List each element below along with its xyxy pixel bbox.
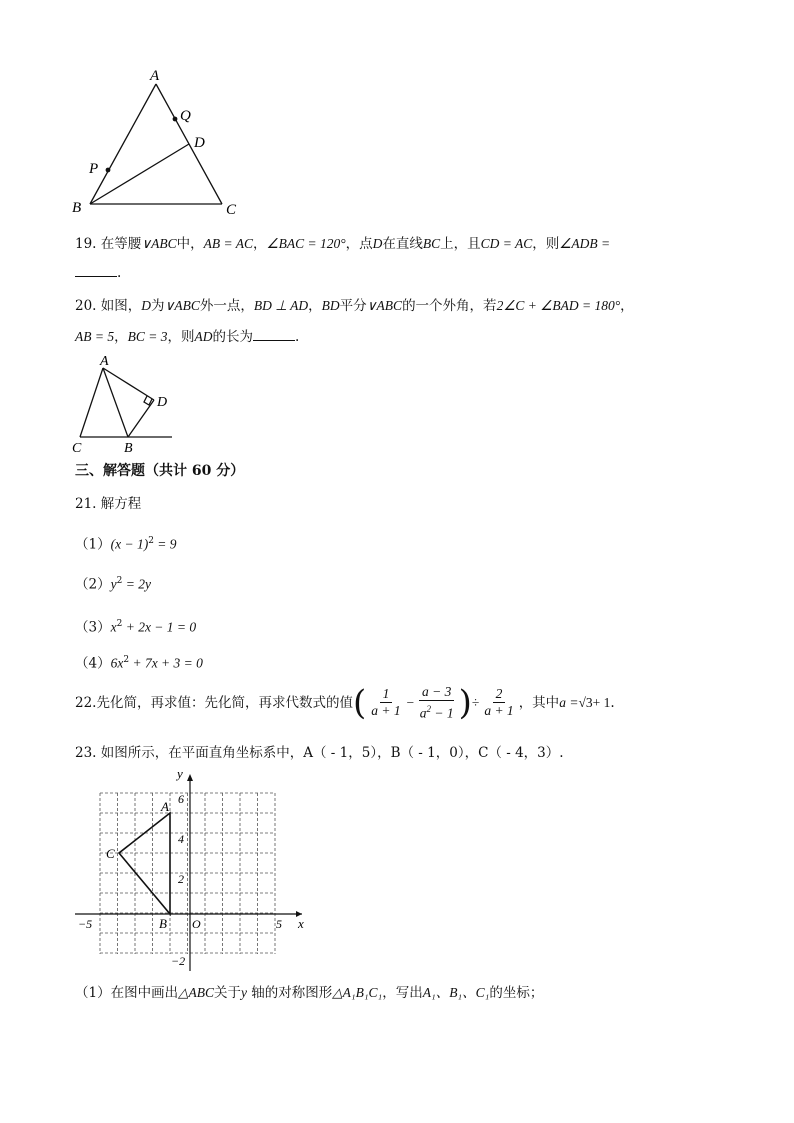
q19-text: 上，且: [440, 236, 481, 252]
equation: y: [110, 576, 117, 592]
right-paren: ): [458, 682, 472, 723]
q19-math: CD = AC: [480, 236, 533, 251]
q22-text: 先化简，再求值：先化简，再求代数式的值: [96, 694, 353, 711]
answer-blank[interactable]: [253, 328, 295, 341]
label-c: C: [226, 202, 237, 218]
label-q: Q: [180, 108, 191, 124]
numerator: a − 3: [419, 684, 454, 701]
denominator: a + 1: [484, 703, 514, 719]
question-21-part2: [75, 572, 151, 594]
sqrt: √3: [578, 694, 593, 710]
q20-math: BD: [321, 298, 340, 313]
q23-1-text: 关于: [213, 985, 241, 1001]
q20-math: 2∠C + ∠BAD = 180°: [496, 298, 621, 313]
question-23-part1: [75, 984, 543, 1002]
equation: x: [110, 619, 117, 635]
q20-math: AD: [194, 329, 213, 344]
q20-text: ，: [114, 329, 128, 345]
fraction-1: [368, 686, 403, 719]
label-p: P: [89, 161, 99, 177]
operator: ÷: [471, 694, 480, 710]
q23-1-text: ，写出: [382, 985, 423, 1001]
q23-1-text: （1）在图中画出: [75, 985, 179, 1001]
question-21-part4: [75, 651, 203, 673]
equation: + 2x − 1 = 0: [122, 619, 197, 635]
point-a-coord: A（ - 1，5），: [303, 745, 391, 761]
question-23: [75, 744, 564, 762]
grid-lines: [100, 793, 275, 954]
question-21-part1: [75, 532, 177, 554]
q20-math: BD ⊥ AD: [253, 298, 309, 313]
base: a: [419, 705, 427, 721]
q19-math: AB = AC: [203, 236, 254, 251]
q23-1-math: A₁、B₁、C₁: [422, 985, 490, 1000]
label-b: B: [124, 441, 133, 455]
q19-text: .: [117, 265, 122, 281]
q20-math: AB = 5: [75, 329, 115, 344]
question-22: [75, 684, 615, 722]
q19-math: ∨ABC: [141, 236, 177, 251]
q20-text: ，: [308, 298, 322, 314]
label-a: A: [100, 354, 109, 369]
q23-1-text: 的坐标；: [489, 985, 544, 1001]
equation: = 2y: [122, 576, 151, 592]
label-d: D: [157, 395, 168, 410]
label-d: D: [194, 135, 205, 151]
q23-1-math: △ABC: [178, 985, 214, 1000]
x-tick-neg5: −5: [78, 917, 93, 931]
point-b-coord: B（ - 1，0），: [390, 745, 479, 761]
q23-1-math: y: [240, 985, 247, 1000]
equation: + 7x + 3 = 0: [129, 655, 203, 671]
question-number: 19.: [75, 236, 101, 252]
question-21-title: 21. 解方程: [75, 496, 142, 512]
q19-text: 在等腰: [100, 236, 142, 252]
q20-text: ，: [620, 298, 634, 314]
x-tick-5: 5: [276, 917, 282, 931]
rest: − 1: [431, 705, 454, 721]
q19-text: ，点: [345, 236, 373, 252]
q23-text: 如图所示，在平面直角坐标系中，: [100, 745, 304, 761]
part-label: （1）: [75, 536, 111, 553]
question-number: 22.: [75, 694, 97, 711]
denominator: a + 1: [371, 703, 401, 719]
question-19-line1: [75, 235, 610, 253]
q23-1-text: 轴的对称图形: [246, 985, 333, 1001]
point-b-label: B: [159, 916, 167, 931]
numerator: 2: [493, 686, 506, 703]
label-a: A: [150, 68, 160, 84]
y-tick-6: 6: [178, 792, 184, 806]
y-axis-arrow-icon: [187, 774, 193, 781]
q19-text: ，: [253, 236, 267, 252]
point-c-coord: C（ - 4，3）.: [478, 745, 564, 761]
equation: 6x: [110, 655, 124, 671]
q22-math: a =: [559, 694, 579, 710]
figure-triangle-abc: [60, 60, 260, 225]
q19-math: ∠ADB =: [559, 236, 611, 251]
q20-text: 为: [151, 298, 165, 314]
q22-text: .: [610, 694, 615, 711]
q20-math: ∨ABC: [366, 298, 403, 313]
q20-text: 平分: [339, 298, 367, 314]
y-tick-neg2: −2: [171, 954, 186, 968]
q23-1-math: △A₁B₁C₁: [332, 985, 383, 1000]
denominator: [417, 701, 457, 722]
numerator: 1: [380, 686, 393, 703]
fraction-2: [417, 684, 457, 722]
q22-math: + 1: [592, 694, 611, 710]
q20-text: ，则: [167, 329, 195, 345]
x-axis-label: x: [298, 916, 304, 931]
q20-text: 如图，: [100, 298, 142, 314]
equation: = 9: [153, 536, 177, 552]
q20-math: ∨ABC: [164, 298, 200, 313]
y-axis-label: y: [177, 766, 183, 781]
part-label: （2）: [75, 576, 111, 593]
question-number: 20.: [75, 298, 101, 314]
question-19-line2: [75, 264, 121, 282]
question-21-part3: [75, 615, 196, 637]
q20-text: 的长为: [212, 329, 253, 345]
origin-label: O: [192, 917, 201, 931]
operator: −: [405, 694, 415, 710]
y-tick-4: 4: [178, 832, 184, 846]
q20-text: .: [294, 329, 300, 345]
q19-text: ，则: [532, 236, 560, 252]
question-20-line2: [75, 328, 299, 346]
point-a-label: A: [161, 799, 169, 814]
left-paren: (: [352, 682, 367, 723]
exponent: 2: [123, 655, 130, 665]
q20-math: BC = 3: [127, 329, 168, 344]
label-c: C: [72, 441, 82, 455]
section-heading: 三、解答题（共计 60 分）: [75, 463, 245, 479]
question-number: 23.: [75, 745, 101, 761]
q19-text: 中，: [176, 236, 204, 252]
question-20-line1: [75, 297, 634, 315]
q19-text: 在直线: [382, 236, 423, 252]
q20-math: D: [141, 298, 152, 313]
equation: (x − 1): [110, 536, 149, 552]
point-q-marker: [173, 117, 178, 122]
q19-math: ∠BAC = 120°: [266, 236, 346, 251]
q22-text: ，其中: [518, 694, 560, 711]
y-tick-2: 2: [178, 872, 184, 886]
exponent: 2: [116, 576, 123, 586]
exponent: 2: [148, 536, 154, 546]
q20-text: 的一个外角，若: [402, 298, 497, 314]
figure-triangle-abd: [68, 352, 183, 455]
label-b: B: [72, 200, 82, 216]
q19-math: BC: [422, 236, 441, 251]
point-p-marker: [106, 168, 111, 173]
exponent: 2: [116, 619, 123, 629]
fraction-3: [481, 686, 516, 719]
q20-text: 外一点，: [199, 298, 254, 314]
exponent: 2: [426, 704, 431, 714]
point-c-label: C: [106, 846, 115, 861]
triangle-abc: [119, 813, 170, 914]
answer-blank[interactable]: [75, 264, 117, 277]
part-label: （4）: [75, 655, 111, 672]
q19-math: D: [372, 236, 383, 251]
coordinate-grid-figure: [70, 766, 315, 976]
part-label: （3）: [75, 619, 111, 636]
